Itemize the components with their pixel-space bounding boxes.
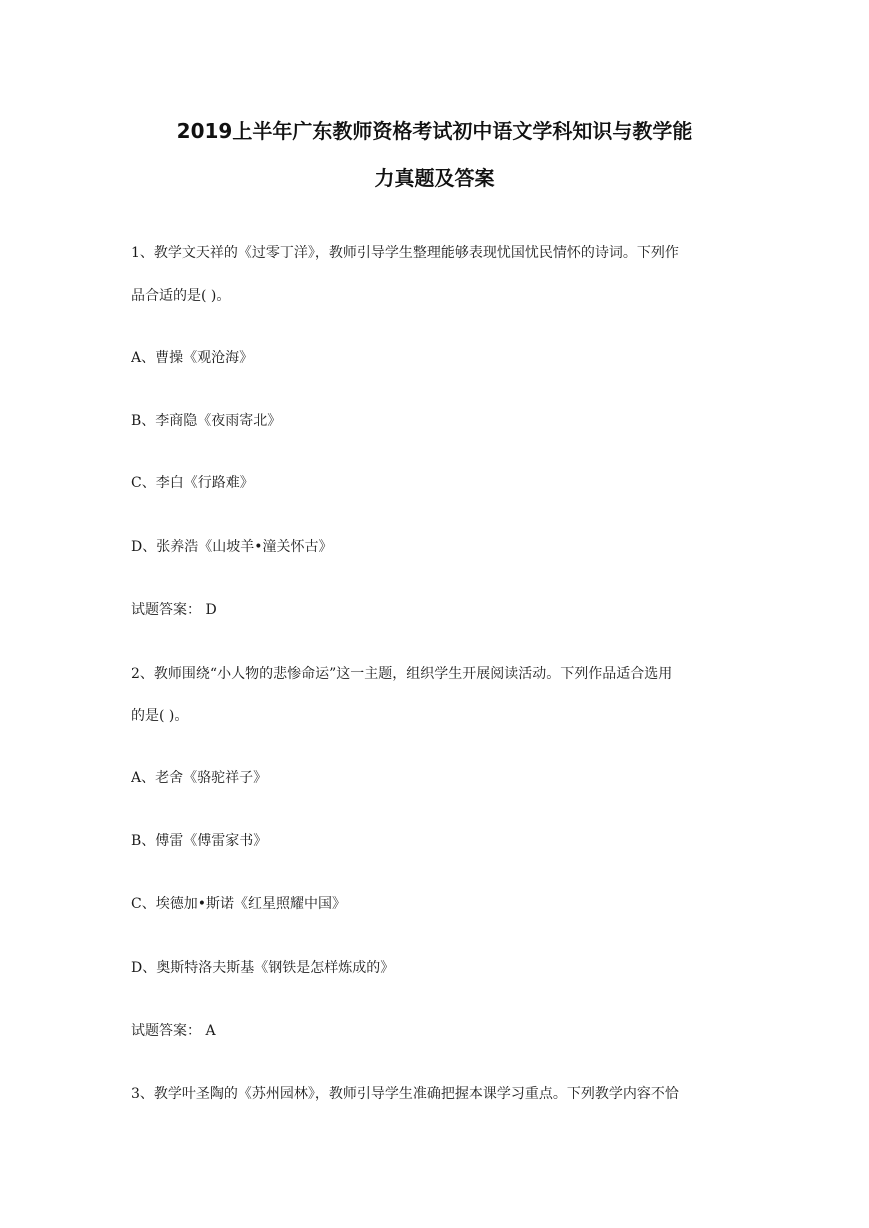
question-2-stem: 2、教师围绕“小人物的悲惨命运”这一主题，组织学生开展阅读活动。下列作品适合选用 (131, 666, 673, 682)
question-3-stem: 3、教学叶圣陶的《苏州园林》，教师引导学生准确把握本课学习重点。下列教学内容不恰 (131, 1086, 679, 1102)
question-1-stem-continued: 品合适的是( )。 (131, 288, 231, 304)
document-title-line-1: 2019上半年广东教师资格考试初中语文学科知识与教学能 (176, 119, 693, 143)
question-1-option-c: C、李白《行路难》 (131, 475, 254, 491)
question-1-option-b: B、李商隐《夜雨寄北》 (131, 413, 282, 429)
question-2-stem-continued: 的是( )。 (131, 708, 189, 724)
question-1-stem: 1、教学文天祥的《过零丁洋》，教师引导学生整理能够表现忧国忧民情怀的诗词。下列作 (131, 245, 679, 261)
question-2-answer: 试题答案： A (131, 1023, 216, 1039)
document-title-line-2: 力真题及答案 (374, 166, 495, 190)
question-1-answer: 试题答案： D (131, 602, 217, 618)
question-1-option-d: D、张养浩《山坡羊•潼关怀古》 (131, 539, 333, 555)
question-2-option-c: C、埃德加•斯诺《红星照耀中国》 (131, 896, 346, 912)
question-1-option-a: A、曹操《观沧海》 (131, 350, 254, 366)
question-2-option-d: D、奥斯特洛夫斯基《钢铁是怎样炼成的》 (131, 960, 395, 976)
question-2-option-a: A、老舍《骆驼祥子》 (131, 770, 268, 786)
question-2-option-b: B、傅雷《傅雷家书》 (131, 833, 268, 849)
